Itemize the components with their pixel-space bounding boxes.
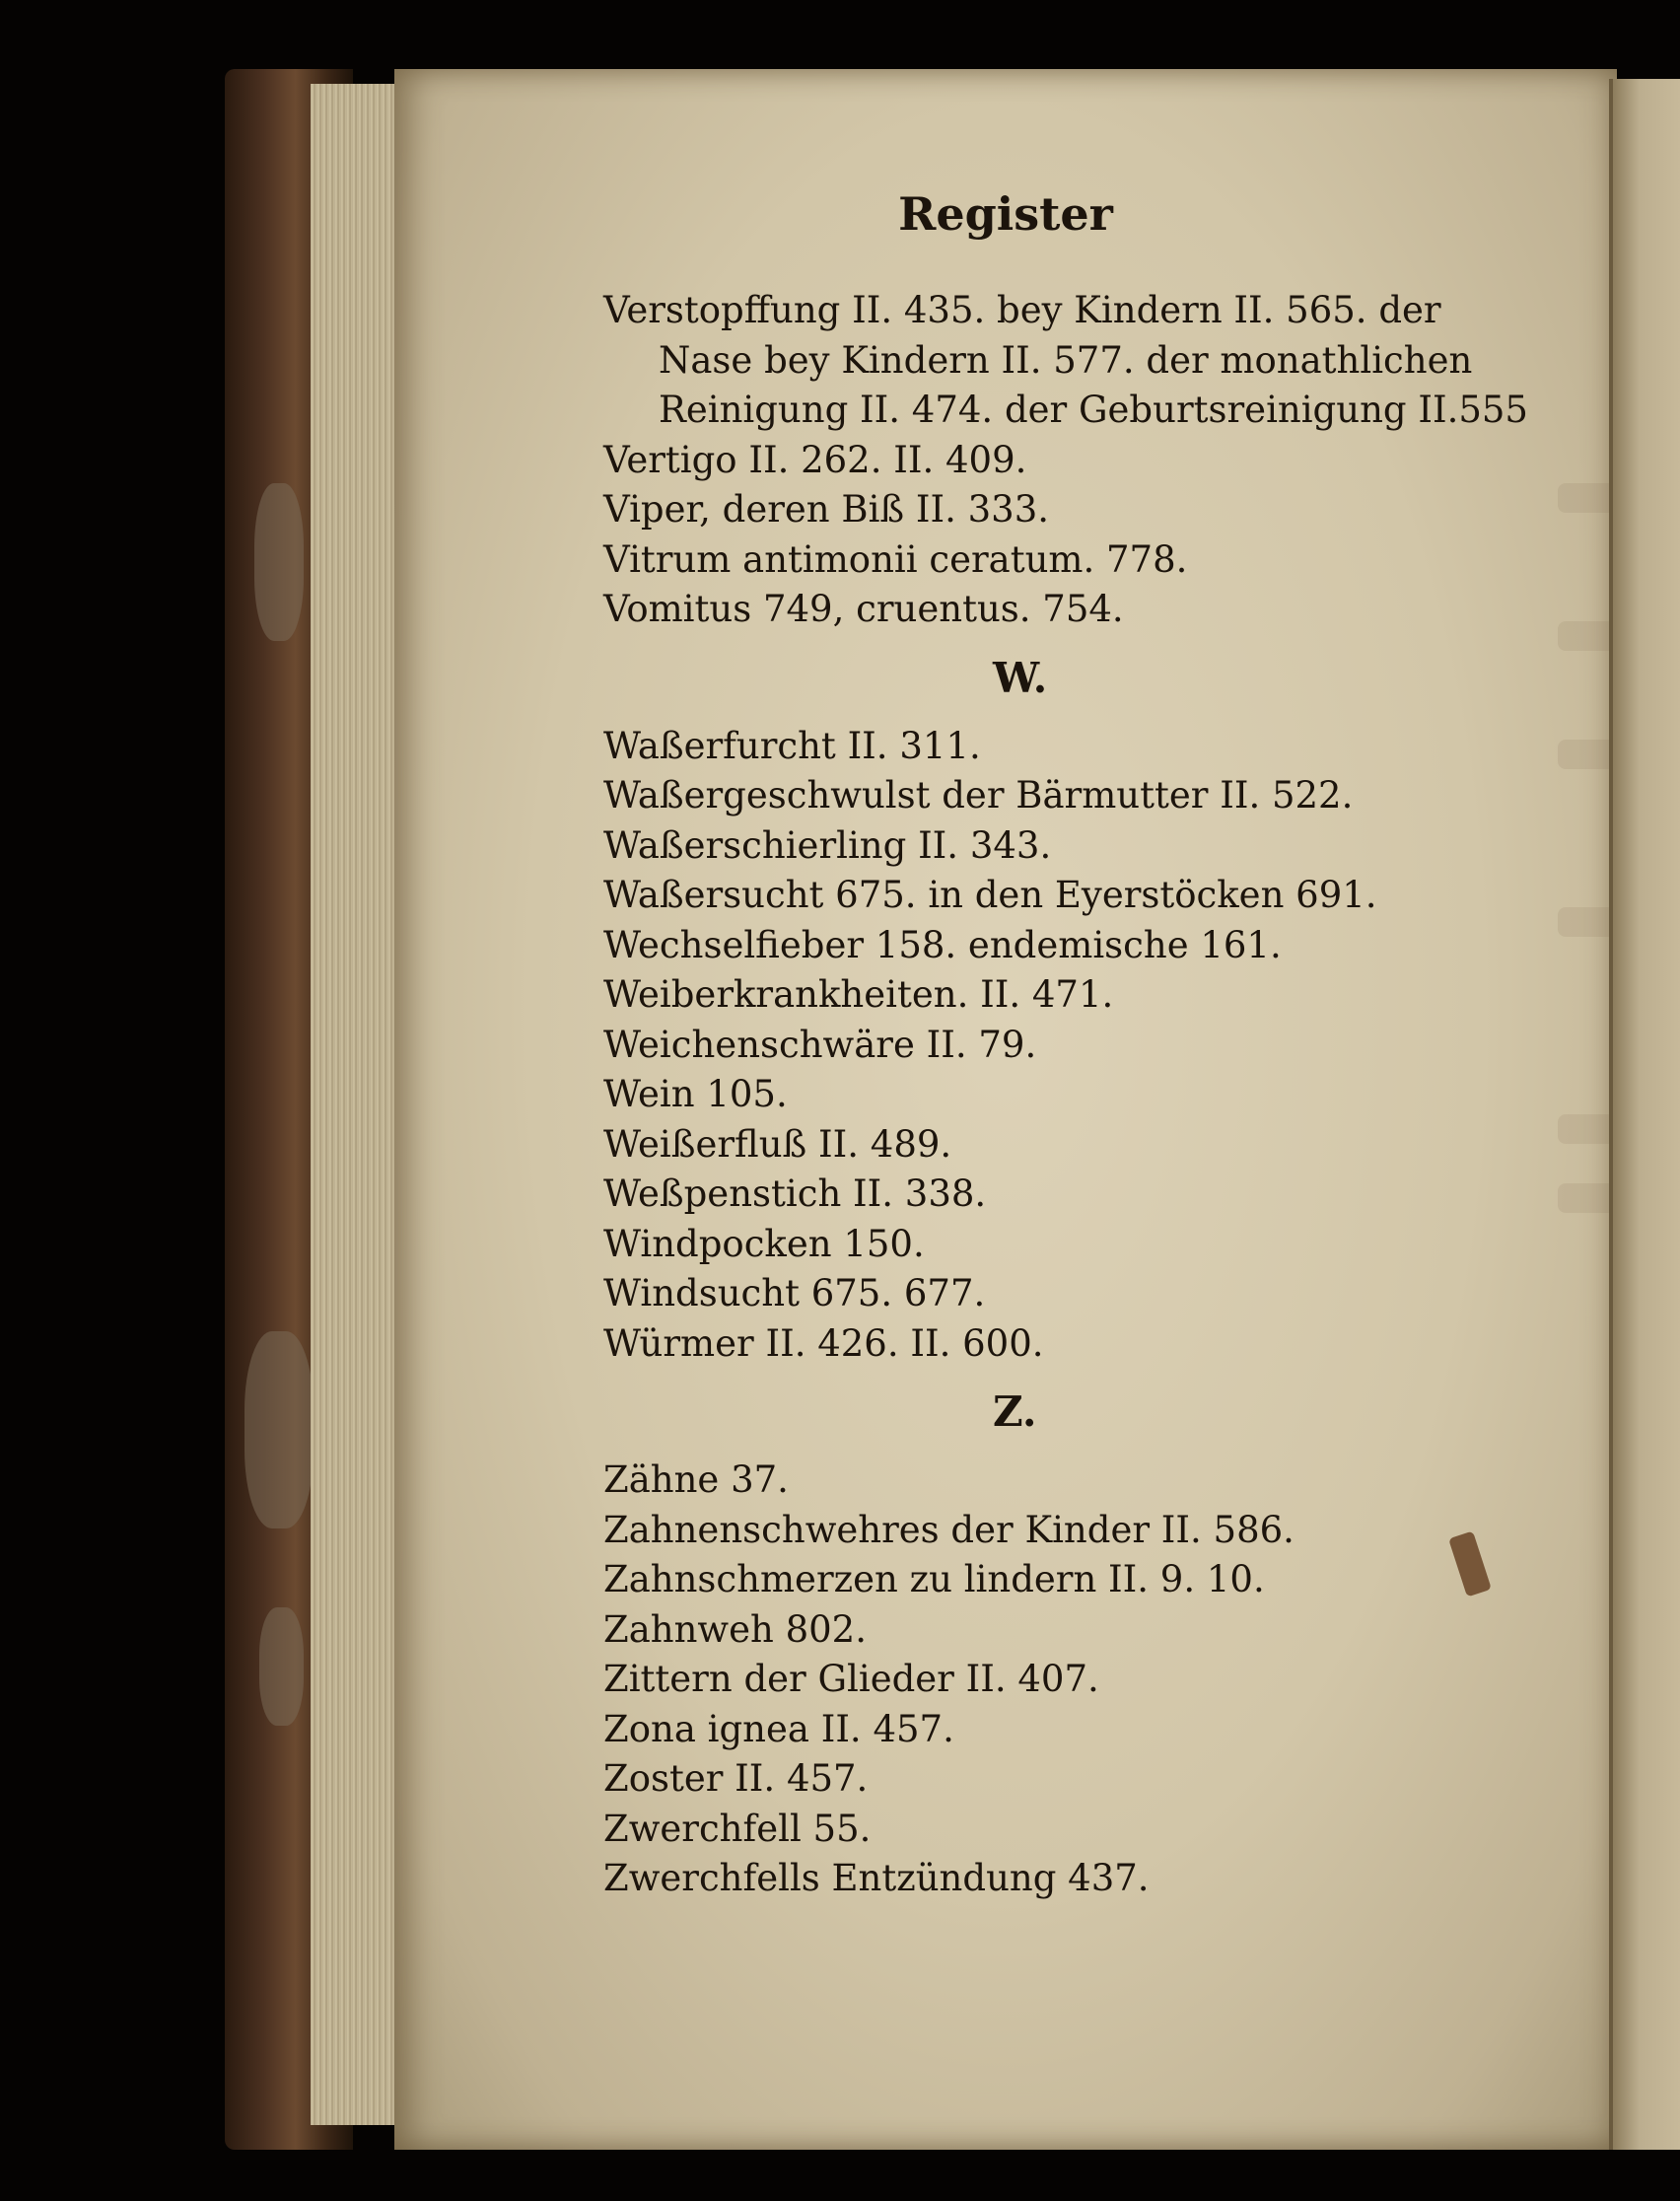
page-header: Register bbox=[898, 187, 1113, 241]
register-entry: Weßpenstich II. 338. bbox=[603, 1172, 987, 1215]
register-entry: Wein 105. bbox=[603, 1073, 788, 1115]
register-entry: Zona ignea II. 457. bbox=[603, 1707, 954, 1750]
register-entry: Waßersucht 675. in den Eyerstöcken 691. bbox=[603, 874, 1377, 916]
register-entry: Weiberkrankheiten. II. 471. bbox=[603, 973, 1114, 1016]
register-entry-continuation: Nase bey Kindern II. 577. der monathlichen bbox=[659, 338, 1473, 382]
section-letter: W. bbox=[993, 653, 1048, 702]
register-entry: Zwerchfell 55. bbox=[603, 1807, 872, 1850]
register-entry: Waßerfurcht II. 311. bbox=[603, 724, 981, 767]
register-entry: Vitrum antimonii ceratum. 778. bbox=[603, 537, 1188, 581]
facing-page-edge bbox=[1613, 79, 1680, 2150]
register-entry: Waßergeschwulst der Bärmutter II. 522. bbox=[603, 774, 1354, 816]
register-entry: Weißerfluß II. 489. bbox=[603, 1122, 952, 1166]
register-entry: Windpocken 150. bbox=[603, 1222, 925, 1265]
register-entry: Zoster II. 457. bbox=[603, 1757, 869, 1800]
register-entry-continuation: Reinigung II. 474. der Geburtsreinigung II.555 bbox=[659, 389, 1528, 431]
register-entry: Zahnschmerzen zu lindern II. 9. 10. bbox=[603, 1558, 1265, 1600]
section-letter: Z. bbox=[993, 1387, 1037, 1436]
page-block-edges bbox=[311, 84, 399, 2125]
register-entry: Zwerchfells Entzündung 437. bbox=[603, 1857, 1150, 1899]
register-entry: Zähne 37. bbox=[603, 1458, 789, 1501]
register-entry: Zittern der Glieder II. 407. bbox=[603, 1658, 1099, 1700]
register-entry: Vomitus 749, cruentus. 754. bbox=[603, 588, 1124, 630]
register-entry: Vertigo II. 262. II. 409. bbox=[603, 438, 1027, 481]
register-entry: Waßerschierling II. 343. bbox=[603, 823, 1052, 867]
register-entry: Weichenschwäre II. 79. bbox=[603, 1023, 1037, 1066]
register-entry: Zahnweh 802. bbox=[603, 1607, 867, 1651]
register-entry: Wechselfieber 158. endemische 161. bbox=[603, 923, 1282, 966]
register-entry: Würmer II. 426. II. 600. bbox=[603, 1321, 1044, 1365]
register-entry: Zahnenschwehres der Kinder II. 586. bbox=[603, 1508, 1295, 1551]
register-entry: Verstopffung II. 435. bey Kindern II. 565. der bbox=[603, 289, 1441, 331]
register-entries bbox=[603, 286, 1599, 1904]
register-entry: Viper, deren Biß II. 333. bbox=[603, 488, 1050, 531]
register-entry: Windsucht 675. 677. bbox=[603, 1272, 986, 1314]
